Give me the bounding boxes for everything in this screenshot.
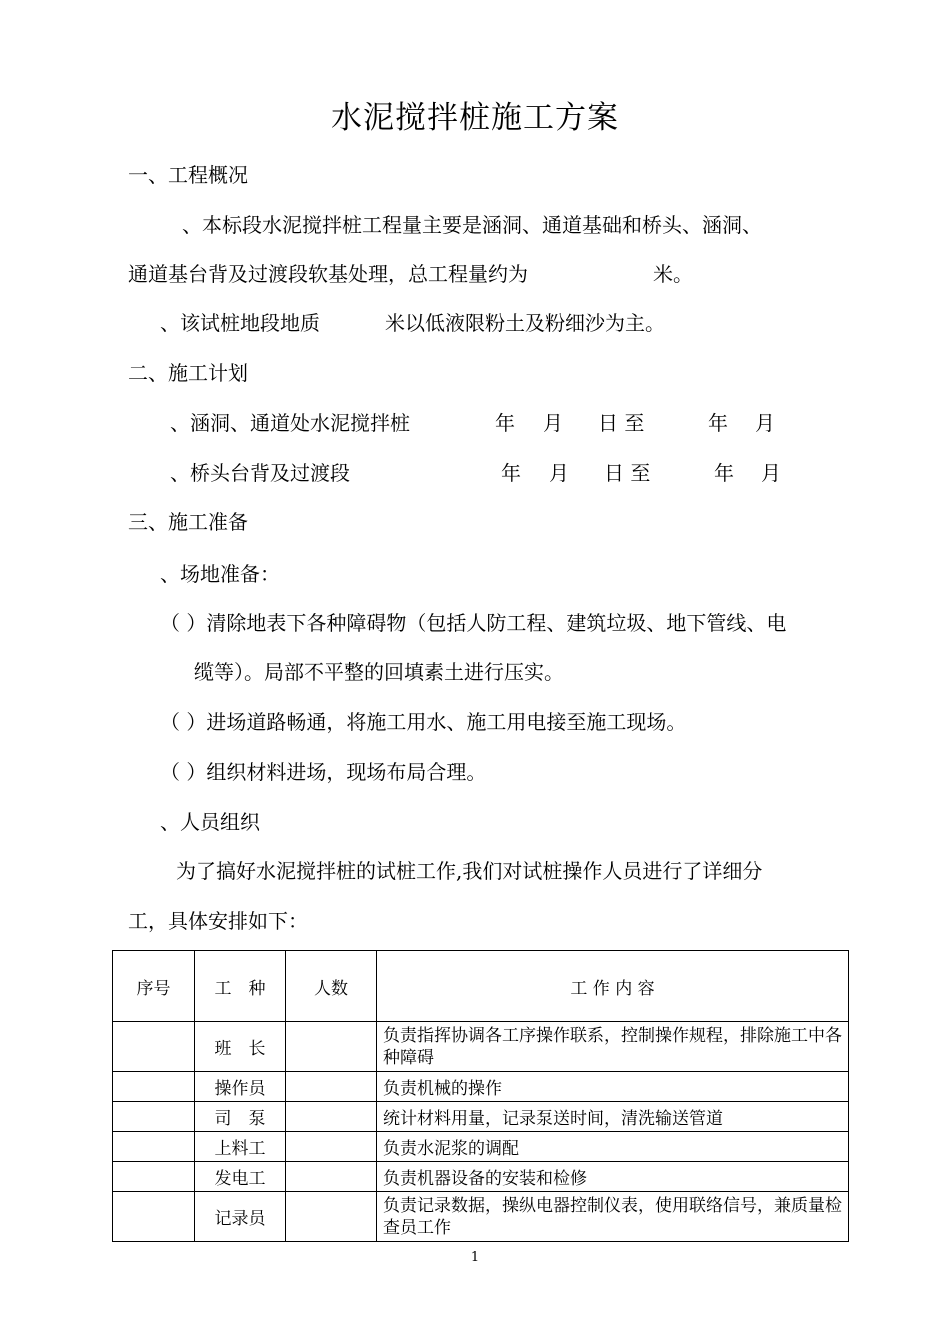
header-work-content: 工 作 内 容 bbox=[377, 951, 849, 1022]
overview-paragraph-line-2: 通道基台背及过渡段软基处理，总工程量约为 bbox=[128, 262, 528, 286]
personnel-intro-line-2: 工，具体安排如下： bbox=[128, 909, 308, 933]
section-1-heading: 一、工程概况 bbox=[128, 163, 248, 187]
plan-item-2-day-to: 日 至 bbox=[604, 461, 651, 485]
document-title: 水泥搅拌桩施工方案 bbox=[331, 100, 619, 136]
row-number bbox=[113, 1192, 195, 1242]
row-job-type: 班 长 bbox=[195, 1022, 286, 1072]
row-job-type: 司 泵 bbox=[195, 1102, 286, 1132]
site-item-1-line-2: 缆等）。局部不平整的回填素土进行压实。 bbox=[194, 660, 564, 684]
plan-item-2-end-month: 月 bbox=[761, 461, 781, 485]
row-number bbox=[113, 1102, 195, 1132]
table-row bbox=[113, 1192, 849, 1242]
table-row bbox=[113, 1162, 849, 1192]
table-row bbox=[113, 1132, 849, 1162]
header-number: 序号 bbox=[113, 951, 195, 1022]
table-row bbox=[113, 1022, 849, 1072]
table-header-row bbox=[113, 951, 849, 1022]
row-job-type: 记录员 bbox=[195, 1192, 286, 1242]
site-item-2: （ ）进场道路畅通，将施工用水、施工用电接至施工现场。 bbox=[160, 710, 687, 734]
row-number bbox=[113, 1132, 195, 1162]
section-2-heading: 二、施工计划 bbox=[128, 361, 248, 385]
page-number: 1 bbox=[470, 1250, 480, 1265]
site-item-3: （ ）组织材料进场，现场布局合理。 bbox=[160, 760, 487, 784]
row-headcount bbox=[286, 1102, 377, 1132]
row-work-content: 负责指挥协调各工序操作联系，控制操作规程，排除施工中各种障碍 bbox=[377, 1022, 849, 1072]
row-headcount bbox=[286, 1022, 377, 1072]
row-work-content: 负责机器设备的安装和检修 bbox=[377, 1162, 849, 1192]
plan-item-1-year: 年 bbox=[495, 411, 515, 435]
row-headcount bbox=[286, 1192, 377, 1242]
plan-item-2-year: 年 bbox=[501, 461, 521, 485]
row-headcount bbox=[286, 1072, 377, 1102]
plan-item-2-end-year: 年 bbox=[714, 461, 734, 485]
row-headcount bbox=[286, 1162, 377, 1192]
plan-item-1: 、涵洞、通道处水泥搅拌桩 bbox=[170, 411, 410, 435]
row-work-content: 负责水泥浆的调配 bbox=[377, 1132, 849, 1162]
row-number bbox=[113, 1022, 195, 1072]
row-number bbox=[113, 1162, 195, 1192]
row-work-content: 负责记录数据，操纵电器控制仪表，使用联络信号，兼质量检查员工作 bbox=[377, 1192, 849, 1242]
staff-assignment-table bbox=[112, 950, 849, 1242]
row-job-type: 上料工 bbox=[195, 1132, 286, 1162]
row-work-content: 负责机械的操作 bbox=[377, 1072, 849, 1102]
geology-paragraph-part-2: 米以低液限粉土及粉细沙为主。 bbox=[385, 311, 665, 335]
row-job-type: 发电工 bbox=[195, 1162, 286, 1192]
header-headcount: 人数 bbox=[286, 951, 377, 1022]
section-3-heading: 三、施工准备 bbox=[128, 510, 248, 534]
plan-item-1-month: 月 bbox=[543, 411, 563, 435]
plan-item-1-day-to: 日 至 bbox=[598, 411, 645, 435]
personnel-heading: 、人员组织 bbox=[160, 810, 260, 834]
table-row bbox=[113, 1102, 849, 1132]
row-work-content: 统计材料用量，记录泵送时间，清洗输送管道 bbox=[377, 1102, 849, 1132]
plan-item-2: 、桥头台背及过渡段 bbox=[170, 461, 350, 485]
header-job-type: 工 种 bbox=[195, 951, 286, 1022]
personnel-intro-line-1: 为了搞好水泥搅拌桩的试桩工作,我们对试桩操作人员进行了详细分 bbox=[176, 859, 763, 883]
overview-unit: 米。 bbox=[653, 262, 693, 286]
plan-item-1-end-month: 月 bbox=[755, 411, 775, 435]
site-item-1-line-1: （ ）清除地表下各种障碍物（包括人防工程、建筑垃圾、地下管线、电 bbox=[160, 611, 787, 635]
row-headcount bbox=[286, 1132, 377, 1162]
row-job-type: 操作员 bbox=[195, 1072, 286, 1102]
plan-item-1-end-year: 年 bbox=[708, 411, 728, 435]
plan-item-2-month: 月 bbox=[549, 461, 569, 485]
geology-paragraph-part-1: 、该试桩地段地质 bbox=[160, 311, 320, 335]
site-preparation-heading: 、场地准备： bbox=[160, 562, 280, 586]
overview-paragraph-line-1: 、本标段水泥搅拌桩工程量主要是涵洞、通道基础和桥头、涵洞、 bbox=[182, 213, 762, 237]
row-number bbox=[113, 1072, 195, 1102]
table-row bbox=[113, 1072, 849, 1102]
